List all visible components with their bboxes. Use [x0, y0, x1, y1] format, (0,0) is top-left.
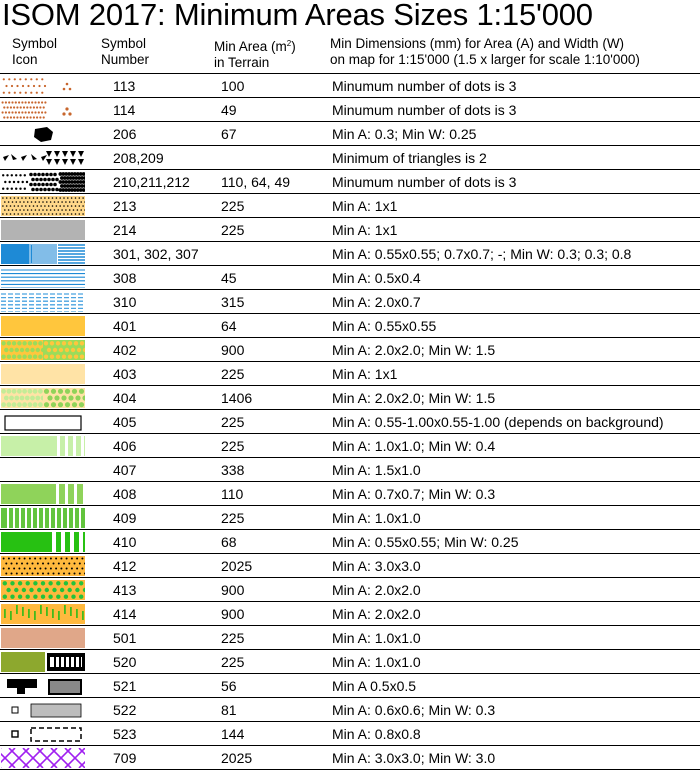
table-row: [0, 530, 700, 554]
min-dimensions-cell: Min A: 0.55x0.55: [332, 318, 437, 334]
min-dimensions-cell: Minumum number of dots is 3: [332, 102, 517, 118]
table-row: [0, 698, 700, 722]
symbol-number-cell: 414: [113, 606, 137, 622]
symbol-number-cell: 402: [113, 342, 137, 358]
min-dimensions-cell: Min A: 0.55x0.55; Min W: 0.25: [332, 534, 519, 550]
min-dimensions-cell: Min A: 3.0x3.0: [332, 558, 421, 574]
table-row: [0, 266, 700, 290]
blue-water-icon: [1, 244, 85, 264]
min-dimensions-cell: Min A: 1.0x1.0; Min W: 0.4: [332, 438, 496, 454]
table-row: [0, 410, 700, 434]
table-row: [0, 434, 700, 458]
blue-lines-thin-icon: [1, 268, 85, 288]
min-dimensions-cell: Min A: 0.7x0.7; Min W: 0.3: [332, 486, 496, 502]
grey-canopy-icon: [1, 700, 85, 720]
min-area-cell: 68: [221, 534, 237, 550]
min-dimensions-cell: Min A: 1.0x1.0: [332, 510, 421, 526]
symbol-number-cell: 114: [113, 102, 136, 118]
symbol-number-cell: 214: [113, 222, 137, 238]
symbol-number-cell: 523: [113, 726, 137, 742]
table-row: [0, 482, 700, 506]
header-min-area: [214, 36, 296, 71]
min-dimensions-cell: Minumum number of dots is 3: [332, 174, 517, 190]
min-area-cell: 110: [221, 486, 244, 502]
min-dimensions-cell: Min A: 0.6x0.6; Min W: 0.3: [332, 702, 496, 718]
min-area-cell: 56: [221, 678, 237, 694]
symbol-number-cell: 407: [113, 462, 137, 478]
min-area-cell: 225: [221, 438, 245, 454]
min-dimensions-cell: Min A: 0.55x0.55; 0.7x0.7; -; Min W: 0.3; 0.3; 0.8: [332, 246, 632, 262]
min-dimensions-cell: Min A: 0.8x0.8: [332, 726, 421, 742]
min-area-cell: 225: [221, 510, 245, 526]
min-dimensions-cell: Min A: 1x1: [332, 222, 398, 238]
orange-green-dashes-icon: [1, 604, 85, 624]
header-min-area-text: Min Area (m: [214, 39, 287, 54]
grey-rock-icon: [1, 220, 85, 240]
table-row: [0, 458, 700, 482]
table-row: [0, 386, 700, 410]
min-area-cell: 67: [221, 126, 237, 142]
min-area-cell: 225: [221, 630, 245, 646]
table-row: [0, 578, 700, 602]
page-title: ISOM 2017: Minimum Areas Sizes 1:15'000: [2, 0, 593, 32]
table-row: [0, 146, 700, 170]
black-dots-icon: [1, 172, 85, 192]
light-green-stripes-icon: [1, 460, 85, 480]
symbol-number-cell: 522: [113, 702, 137, 718]
symbol-number-cell: 401: [113, 318, 137, 334]
table-row: [0, 626, 700, 650]
symbol-number-cell: 413: [113, 582, 137, 598]
symbol-number-cell: 213: [113, 198, 137, 214]
table-row: [0, 194, 700, 218]
header-symbol-icon: [12, 36, 57, 68]
min-area-cell: 900: [221, 606, 245, 622]
table-row: [0, 242, 700, 266]
light-green-icon: [1, 436, 85, 456]
header-min-dimensions-line1: Min Dimensions (mm) for Area (A) and Width (W): [330, 36, 625, 51]
symbol-number-cell: 310: [113, 294, 137, 310]
table-row: [0, 506, 700, 530]
min-area-cell: 900: [221, 342, 245, 358]
symbol-number-cell: 404: [113, 390, 137, 406]
min-area-cell: 81: [221, 702, 237, 718]
row-divider: [0, 769, 700, 770]
min-dimensions-cell: Min A: 2.0x2.0; Min W: 1.5: [332, 342, 496, 358]
table-row: [0, 554, 700, 578]
min-area-cell: 144: [221, 726, 245, 742]
symbol-number-cell: 208,209: [113, 150, 164, 166]
min-area-cell: 338: [221, 462, 245, 478]
min-dimensions-cell: Minumum number of dots is 3: [332, 78, 517, 94]
table-row: [0, 338, 700, 362]
header-min-area-close: ): [291, 39, 296, 54]
table-row: [0, 650, 700, 674]
header-min-area-line1: [214, 36, 296, 55]
min-dimensions-cell: Min A: 1.0x1.0: [332, 654, 421, 670]
symbol-number-cell: 113: [113, 78, 136, 94]
table-row: [0, 362, 700, 386]
min-area-cell: 2025: [221, 750, 253, 766]
symbol-number-cell: 206: [113, 126, 137, 142]
min-area-cell: 315: [221, 294, 245, 310]
min-dimensions-cell: Min A: 1.0x1.0: [332, 630, 421, 646]
min-dimensions-cell: Min A: 2.0x0.7: [332, 294, 421, 310]
min-dimensions-cell: Minimum of triangles is 2: [332, 150, 487, 166]
min-dimensions-cell: Min A: 0.3; Min W: 0.25: [332, 126, 477, 142]
black-triangles-icon: [1, 148, 85, 168]
table-row: [0, 602, 700, 626]
table-row: [0, 746, 700, 770]
min-dimensions-cell: Min A 0.5x0.5: [332, 678, 417, 694]
header-symbol-number: [101, 36, 149, 68]
pink-brown-icon: [1, 628, 85, 648]
min-dimensions-cell: Min A: 2.0x2.0: [332, 582, 421, 598]
header-symbol-number-line1: Symbol: [101, 36, 147, 51]
symbol-number-cell: 408: [113, 486, 137, 502]
header-symbol-icon-line1: Symbol: [12, 36, 58, 51]
min-dimensions-cell: Min A: 1x1: [332, 198, 398, 214]
min-dimensions-cell: Min A: 0.55-1.00x0.55-1.00 (depends on background): [332, 414, 664, 430]
min-dimensions-cell: Min A: 2.0x2.0; Min W: 1.5: [332, 390, 496, 406]
min-dimensions-cell: Min A: 1.5x1.0: [332, 462, 421, 478]
light-yellow-icon: [1, 364, 85, 384]
symbol-number-cell: 501: [113, 630, 137, 646]
min-area-cell: 225: [221, 198, 245, 214]
symbol-number-cell: 210,211,212: [113, 174, 190, 190]
medium-green-icon: [1, 484, 85, 504]
table-row: [0, 122, 700, 146]
medium-green-stripes-icon: [1, 508, 85, 528]
table-row: [0, 314, 700, 338]
symbol-number-cell: 405: [113, 414, 137, 430]
min-area-cell: 49: [221, 102, 237, 118]
table-row: [0, 674, 700, 698]
min-area-cell: 64: [221, 318, 237, 334]
symbol-number-cell: 521: [113, 678, 137, 694]
blue-lines-dashed-icon: [1, 292, 85, 312]
table-row: [0, 722, 700, 746]
white-box-icon: [1, 412, 85, 432]
min-area-cell: 225: [221, 654, 245, 670]
min-area-cell: 225: [221, 414, 245, 430]
min-area-cell: 900: [221, 582, 245, 598]
sand-dotted-icon: [1, 196, 85, 216]
min-area-cell: 45: [221, 270, 237, 286]
header-symbol-number-line2: Number: [101, 52, 150, 67]
symbol-number-cell: 403: [113, 366, 137, 382]
header-min-dimensions: [330, 36, 640, 68]
brown-dots-sparse-icon: [1, 76, 85, 96]
header-min-dimensions-line2: on map for 1:15'000 (1.5 x larger for scale 1:10'000): [330, 52, 640, 67]
black-boulder-icon: [1, 124, 85, 144]
symbol-number-cell: 406: [113, 438, 137, 454]
orange-black-dots-icon: [1, 556, 85, 576]
min-area-cell: 110, 64, 49: [221, 174, 291, 190]
min-area-cell: 1406: [221, 390, 253, 406]
symbol-number-cell: 308: [113, 270, 137, 286]
brown-dots-dense-icon: [1, 100, 85, 120]
header-min-area-superscript: 2: [286, 39, 292, 48]
dashed-ruin-icon: [1, 724, 85, 744]
min-area-cell: 100: [221, 78, 245, 94]
min-area-cell: 225: [221, 366, 245, 382]
min-dimensions-cell: Min A: 0.5x0.4: [332, 270, 421, 286]
table-row: [0, 170, 700, 194]
min-area-cell: 225: [221, 222, 245, 238]
symbol-number-cell: 409: [113, 510, 137, 526]
dark-green-icon: [1, 532, 85, 552]
black-building-icon: [1, 676, 85, 696]
table-row: [0, 290, 700, 314]
purple-crosshatch-icon: [1, 748, 85, 768]
symbol-number-cell: 520: [113, 654, 137, 670]
table-row: [0, 74, 700, 98]
symbol-number-cell: 709: [113, 750, 137, 766]
symbol-number-cell: 412: [113, 558, 137, 574]
symbol-number-cell: 410: [113, 534, 137, 550]
header-min-area-line2: in Terrain: [214, 55, 270, 70]
min-dimensions-cell: Min A: 1x1: [332, 366, 398, 382]
table-row: [0, 218, 700, 242]
orange-green-dots-icon: [1, 580, 85, 600]
min-dimensions-cell: Min A: 2.0x2.0: [332, 606, 421, 622]
olive-green-box-icon: [1, 652, 85, 672]
min-area-cell: 2025: [221, 558, 253, 574]
light-yellow-green-dots-icon: [1, 388, 85, 408]
symbol-number-cell: 301, 302, 307: [113, 246, 199, 262]
yellow-open-icon: [1, 316, 85, 336]
min-dimensions-cell: Min A: 3.0x3.0; Min W: 3.0: [332, 750, 496, 766]
header-symbol-icon-line2: Icon: [12, 52, 38, 67]
table-row: [0, 98, 700, 122]
yellow-green-dots-icon: [1, 340, 85, 360]
